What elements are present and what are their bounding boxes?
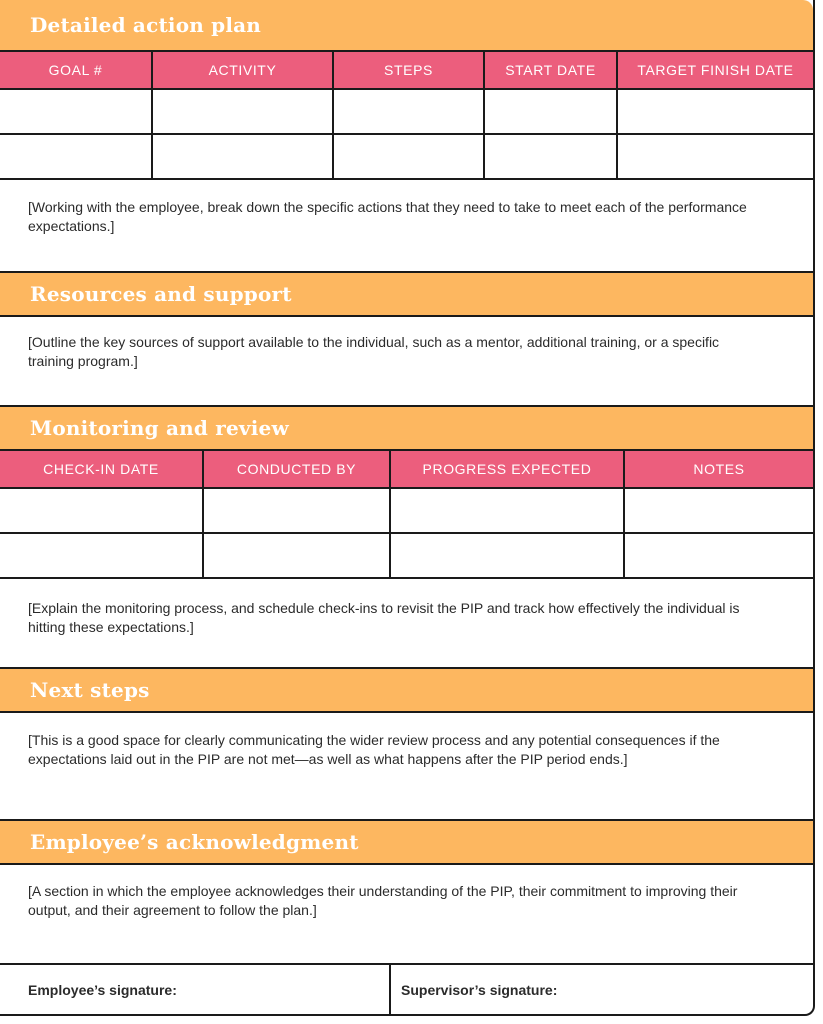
table-cell[interactable] xyxy=(203,488,390,533)
employee-signature-label: Employee’s signature: xyxy=(28,981,177,998)
table-cell[interactable] xyxy=(0,533,203,578)
section-header-monitoring xyxy=(0,405,813,451)
table-cell[interactable] xyxy=(203,533,390,578)
next-steps-description: [This is a good space for clearly communicating the wider review process and any potential consequences if the expectations laid out in the PIP are not met—as well as what happens after the PIP period ends.] xyxy=(28,732,720,767)
column-header-goal: GOAL # xyxy=(0,52,152,89)
column-header-progress-expected: PROGRESS EXPECTED xyxy=(390,451,624,488)
column-header-check-in-date: CHECK-IN DATE xyxy=(0,451,203,488)
table-row xyxy=(0,533,813,578)
section-title: Employee’s acknowledgment xyxy=(30,830,359,854)
table-cell[interactable] xyxy=(390,533,624,578)
table-cell[interactable] xyxy=(0,89,152,134)
supervisor-signature-field[interactable] xyxy=(391,965,813,1014)
column-header-conducted-by: CONDUCTED BY xyxy=(203,451,390,488)
table-cell[interactable] xyxy=(624,533,813,578)
table-cell[interactable] xyxy=(152,134,333,179)
employee-signature-field[interactable] xyxy=(0,965,391,1014)
table-cell[interactable] xyxy=(0,488,203,533)
monitoring-table xyxy=(0,451,813,579)
column-header-target-finish-date: TARGET FINISH DATE xyxy=(617,52,813,89)
table-cell[interactable] xyxy=(484,89,617,134)
table-row xyxy=(0,134,813,179)
column-header-notes: NOTES xyxy=(624,451,813,488)
resources-description: [Outline the key sources of support available to the individual, such as a mentor, additional training, or a specific training program.] xyxy=(28,334,720,369)
table-cell[interactable] xyxy=(333,134,484,179)
action-plan-description: [Working with the employee, break down the specific actions that they need to take to meet each of the performance expectations.] xyxy=(28,199,747,234)
section-title: Detailed action plan xyxy=(30,13,262,37)
table-cell[interactable] xyxy=(484,134,617,179)
column-header-start-date: START DATE xyxy=(484,52,617,89)
table-cell[interactable] xyxy=(617,89,813,134)
table-cell[interactable] xyxy=(0,134,152,179)
table-header-row xyxy=(0,451,813,488)
section-title: Monitoring and review xyxy=(30,416,289,440)
column-header-activity: ACTIVITY xyxy=(152,52,333,89)
section-header-resources xyxy=(0,271,813,317)
acknowledgment-description: [A section in which the employee acknowledges their understanding of the PIP, their commitment to improving their output, and their agreement to follow the plan.] xyxy=(28,883,738,918)
column-header-steps: STEPS xyxy=(333,52,484,89)
table-cell[interactable] xyxy=(624,488,813,533)
table-row xyxy=(0,488,813,533)
table-cell[interactable] xyxy=(333,89,484,134)
monitoring-description: [Explain the monitoring process, and schedule check-ins to revisit the PIP and track how effectively the individual is hitting these expectations.] xyxy=(28,600,740,635)
section-title: Next steps xyxy=(30,678,150,702)
section-header-action-plan xyxy=(0,0,813,52)
table-cell[interactable] xyxy=(390,488,624,533)
section-header-next-steps xyxy=(0,667,813,713)
section-header-acknowledgment xyxy=(0,819,813,865)
signature-row xyxy=(0,963,813,1014)
table-cell[interactable] xyxy=(152,89,333,134)
table-row xyxy=(0,89,813,134)
action-plan-table xyxy=(0,52,813,180)
table-cell[interactable] xyxy=(617,134,813,179)
supervisor-signature-label: Supervisor’s signature: xyxy=(401,981,558,998)
table-header-row xyxy=(0,52,813,89)
section-title: Resources and support xyxy=(30,282,292,306)
